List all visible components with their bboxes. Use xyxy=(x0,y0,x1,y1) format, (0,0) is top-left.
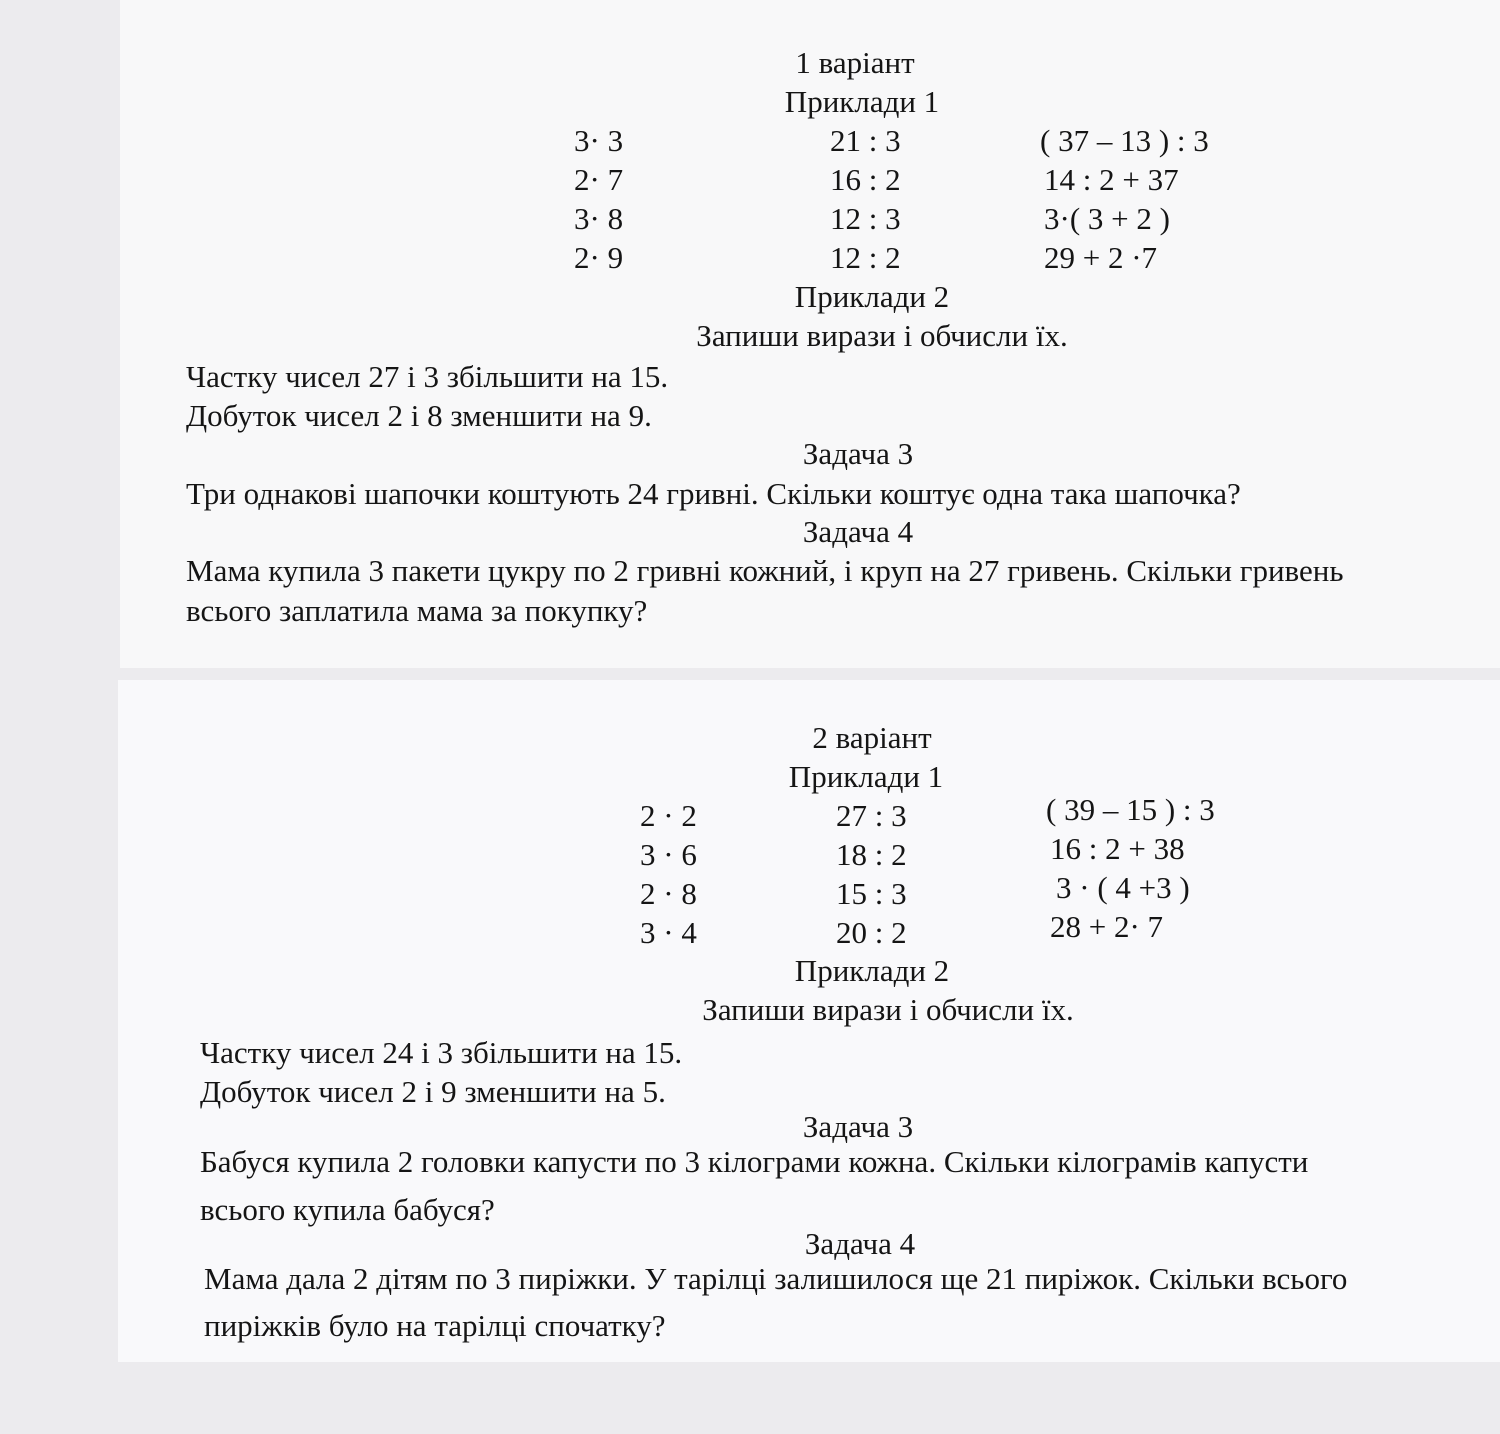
v1-task-4-line-2: всього заплатила мама за покупку? xyxy=(186,593,648,628)
v2-example-r3-c2: 15 : 3 xyxy=(836,876,907,911)
v1-example-r1-c3: ( 37 – 13 ) : 3 xyxy=(1040,123,1209,158)
v2-example-r3-c3: 3 · ( 4 +3 ) xyxy=(1056,870,1190,905)
variant-1-section-examples-2: Приклади 2 xyxy=(794,279,950,314)
variant-2-task-3-title: Задача 3 xyxy=(802,1109,914,1144)
variant-1-title: 1 варіант xyxy=(795,45,915,80)
v2-task-4-line-1: Мама дала 2 дітям по 3 пиріжки. У тарілці залишилося ще 21 пиріжок. Скільки всього xyxy=(204,1261,1348,1296)
v1-example-r2-c2: 16 : 2 xyxy=(830,162,901,197)
v1-task-4-line-1: Мама купила 3 пакети цукру по 2 гривні кожний, і круп на 27 гривень. Скільки гривень xyxy=(186,553,1344,588)
variant-1-task-4-title: Задача 4 xyxy=(802,514,914,549)
v1-example-r1-c1: 3· 3 xyxy=(574,123,624,158)
v1-expression-task-2: Добуток чисел 2 і 8 зменшити на 9. xyxy=(186,398,652,433)
v1-example-r3-c1: 3· 8 xyxy=(574,201,624,236)
v2-task-3-line-1: Бабуся купила 2 головки капусти по 3 кілограми кожна. Скільки кілограмів капусти xyxy=(200,1144,1309,1179)
v1-example-r1-c2: 21 : 3 xyxy=(830,123,901,158)
v2-example-r2-c1: 3 · 6 xyxy=(640,837,697,872)
v2-example-r1-c2: 27 : 3 xyxy=(836,798,907,833)
v2-expression-task-2: Добуток чисел 2 і 9 зменшити на 5. xyxy=(200,1074,666,1109)
variant-2-title: 2 варіант xyxy=(812,720,932,755)
v2-task-4-line-2: пиріжків було на тарілці спочатку? xyxy=(204,1308,666,1343)
variant-1-section-examples-1: Приклади 1 xyxy=(784,84,940,119)
v1-example-r2-c3: 14 : 2 + 37 xyxy=(1044,162,1179,197)
v2-expression-task-1: Частку чисел 24 і 3 збільшити на 15. xyxy=(200,1035,683,1070)
v2-example-r4-c2: 20 : 2 xyxy=(836,915,907,950)
v1-expression-task-1: Частку чисел 27 і 3 збільшити на 15. xyxy=(186,359,669,394)
v1-example-r3-c3: 3·( 3 + 2 ) xyxy=(1044,201,1170,236)
variant-2-section-examples-2: Приклади 2 xyxy=(794,953,950,988)
v2-example-r4-c1: 3 · 4 xyxy=(640,915,697,950)
v2-task-3-line-2: всього купила бабуся? xyxy=(200,1192,495,1227)
v1-task-3-line-1: Три однакові шапочки коштують 24 гривні. Скільки коштує одна така шапочка? xyxy=(186,476,1241,511)
v2-example-r2-c3: 16 : 2 + 38 xyxy=(1050,831,1185,866)
v1-example-r4-c2: 12 : 2 xyxy=(830,240,901,275)
v1-example-r4-c3: 29 + 2 ·7 xyxy=(1044,240,1158,275)
v2-example-r3-c1: 2 · 8 xyxy=(640,876,697,911)
variant-1-task-3-title: Задача 3 xyxy=(802,436,914,471)
variant-2-section-examples-1: Приклади 1 xyxy=(788,759,944,794)
v2-example-r1-c3: ( 39 – 15 ) : 3 xyxy=(1046,792,1215,827)
v1-example-r4-c1: 2· 9 xyxy=(574,240,624,275)
variant-1-instruction: Запиши вирази і обчисли їх. xyxy=(696,318,1068,353)
variant-2-task-4-title: Задача 4 xyxy=(804,1226,916,1261)
variant-2-instruction: Запиши вирази і обчисли їх. xyxy=(702,992,1074,1027)
v1-example-r3-c2: 12 : 3 xyxy=(830,201,901,236)
v2-example-r4-c3: 28 + 2· 7 xyxy=(1050,909,1164,944)
v2-example-r2-c2: 18 : 2 xyxy=(836,837,907,872)
v2-example-r1-c1: 2 · 2 xyxy=(640,798,697,833)
v1-example-r2-c1: 2· 7 xyxy=(574,162,624,197)
